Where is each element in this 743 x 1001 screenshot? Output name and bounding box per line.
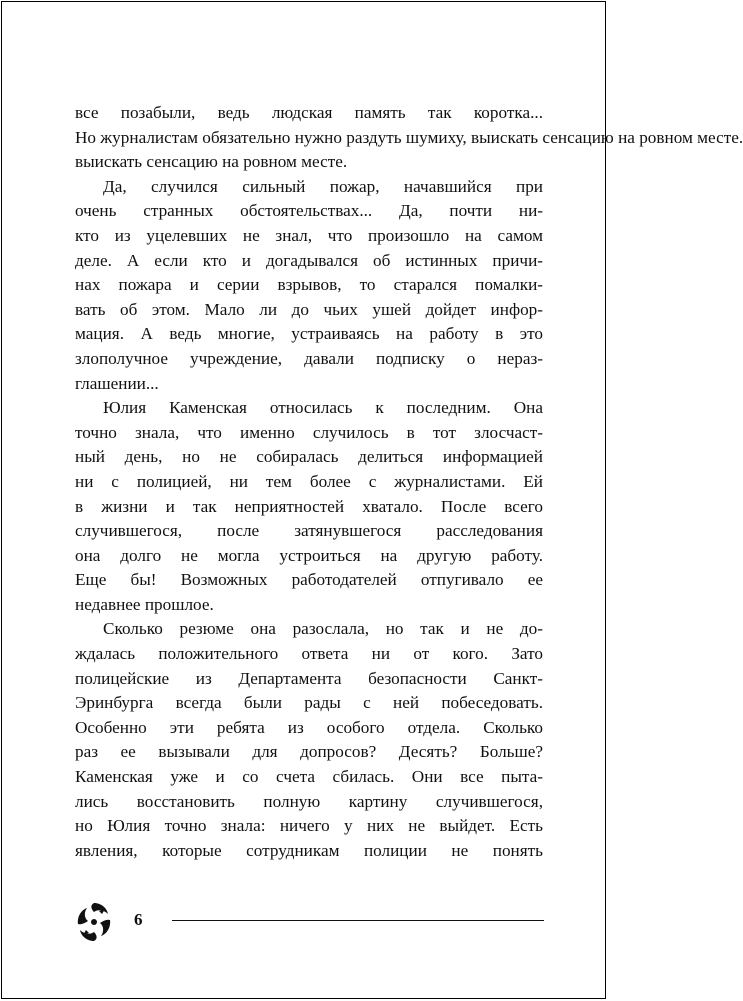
text-line: Каменская уже и со счета сбилась. Они все пыта- (75, 767, 543, 787)
text-line: Особенно эти ребята из особого отдела. Сколько (75, 717, 543, 737)
footer-rule (172, 920, 544, 921)
text-line: очень странных обстоятельствах... Да, почти ни- (75, 201, 543, 221)
text-line: раз ее вызывали для допросов? Десять? Больше? (75, 742, 543, 762)
text-line: Эринбурга всегда были рады с ней побеседовать. (75, 693, 543, 713)
text-line: деле. А если кто и догадывался об истинных причи- (75, 250, 543, 270)
text-line: недавнее прошлое. (75, 594, 214, 614)
text-line: все позабыли, ведь людская память так коротка... (75, 103, 543, 122)
text-line: Юлия Каменская относилась к последним. Она (103, 398, 543, 418)
text-line: ный день, но не собиралась делиться информацией (75, 447, 543, 467)
text-line: Сколько резюме она разослала, но так и не до- (103, 619, 543, 639)
text-line: Да, случился сильный пожар, начавшийся при (103, 176, 543, 196)
text-line: ни с полицией, ни тем более с журналистами. Ей (75, 471, 543, 491)
text-line: Еще бы! Возможных работодателей отпугивало ее (75, 570, 543, 590)
text-line: но Юлия точно знала: ничего у них не выйдет. Есть (75, 816, 543, 836)
page-number: 6 (134, 910, 143, 929)
book-page (1, 1, 743, 999)
text-line: случившегося, после затянувшегося расследования (75, 521, 543, 541)
text-line: лись восстановить полную картину случившегося, (75, 791, 543, 811)
text-line: вать об этом. Мало ли до чьих ушей дойдет инфор- (75, 299, 543, 319)
text-line: мация. А ведь многие, устраиваясь на работу в это (75, 324, 543, 344)
body-text (75, 101, 743, 863)
text-line: полицейские из Департамента безопасности Санкт- (75, 668, 543, 688)
text-line: ждалась положительного ответа ни от кого. Зато (75, 644, 543, 664)
text-line: явления, которые сотрудникам полиции не понять (75, 840, 543, 860)
text-line: нах пожара и серии взрывов, то старался помалки- (75, 275, 543, 295)
text-line: в жизни и так неприятностей хватало. После всего (75, 496, 543, 516)
text-line: точно знала, что именно случилось в тот злосчаст- (75, 422, 543, 442)
swirling-fish-emblem-icon (74, 900, 114, 944)
text-line: выискать сенсацию на ровном месте. (75, 152, 348, 172)
text-line: Но журналистам обязательно нужно раздуть шумиху, выискать сенсацию на ровном месте. (75, 127, 743, 147)
text-line: злополучное учреждение, давали подписку о нераз- (75, 348, 543, 368)
text-line: она долго не могла устроиться на другую работу. (75, 545, 543, 565)
text-line: кто из уцелевших не знал, что произошло на самом (75, 225, 543, 245)
text-line: глашении... (75, 373, 159, 393)
